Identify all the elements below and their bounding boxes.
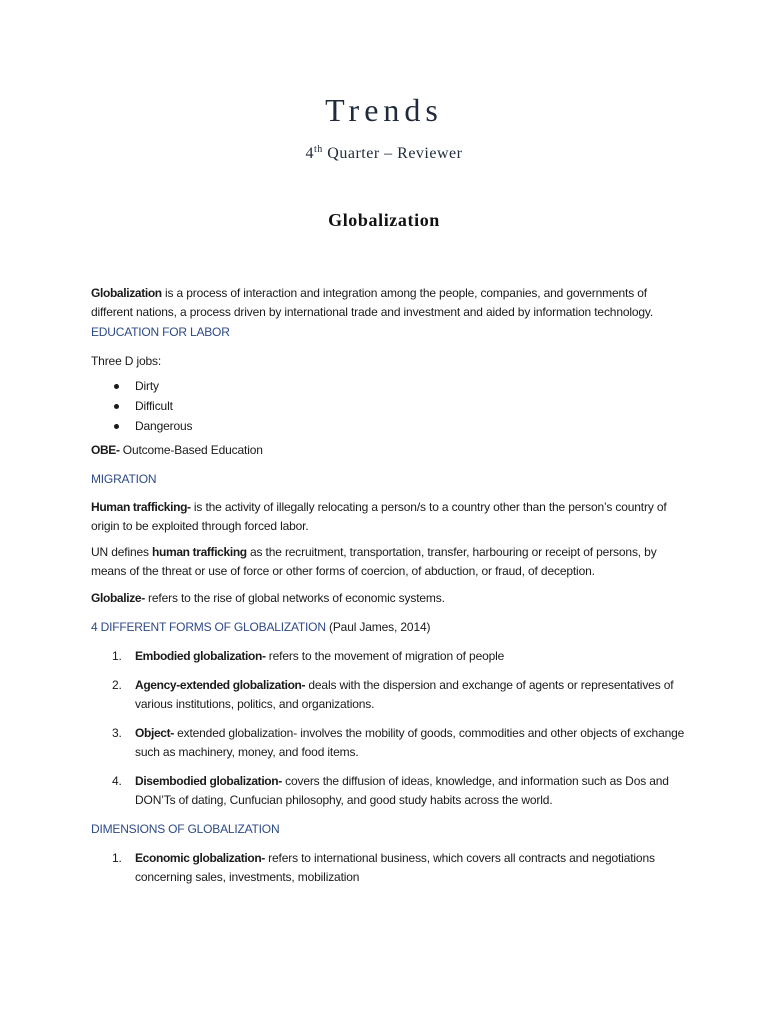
list-item (91, 647, 691, 676)
section-title: Globalization (328, 210, 440, 230)
list-number: 3. (112, 726, 122, 740)
globalize-term: Globalize- (91, 591, 145, 605)
document-body (91, 284, 691, 889)
list-item (91, 849, 691, 889)
item-text: refers to the movement of migration of people (265, 649, 505, 663)
list-number: 2. (112, 678, 122, 692)
human-trafficking-term: Human trafficking- (91, 500, 191, 514)
human-trafficking-text: is the activity of illegally relocating a person/s to a country other than the person’s country of origin to be exploited through forced labor. (91, 500, 667, 533)
forms-heading-text: 4 DIFFERENT FORMS OF GLOBALIZATION (91, 620, 326, 634)
list-number: 4. (112, 774, 122, 788)
subtitle-number: 4 (305, 145, 315, 162)
un-text: as the recruitment, transportation, transfer, harbouring or receipt of persons, by means of the threat or use of force or other forms of coercion, of abduction, or fraud, of deception. (91, 545, 657, 578)
human-trafficking-paragraph (91, 498, 691, 543)
list-item (91, 724, 691, 772)
item-term: Disembodied globalization- (135, 774, 282, 788)
migration-heading: MIGRATION (91, 472, 157, 486)
globalize-text: refers to the rise of global networks of economic systems. (144, 591, 445, 605)
three-d-label: Three D jobs: (91, 354, 162, 368)
forms-citation: (Paul James, 2014) (325, 620, 431, 634)
globalize-line (91, 589, 691, 618)
list-item-text: Difficult (135, 399, 173, 413)
list-item-text: Dangerous (135, 419, 193, 433)
intro-term: Globalization (91, 286, 162, 300)
list-item-text: Dirty (135, 379, 159, 393)
item-term: Object- (135, 726, 174, 740)
obe-line (91, 441, 691, 470)
list-number: 1. (112, 649, 122, 663)
item-text: deals with the dispersion and exchange of agents or representatives of various institutions, politics, and organizations. (135, 678, 674, 711)
list-item (91, 772, 691, 820)
list-number: 1. (112, 851, 122, 865)
item-term: Embodied globalization- (135, 649, 266, 663)
education-heading: EDUCATION FOR LABOR (91, 325, 230, 339)
list-item (91, 376, 691, 396)
list-item (91, 676, 691, 724)
un-prefix: UN defines (91, 545, 153, 559)
un-definition-paragraph (91, 543, 691, 589)
subtitle-superscript: th (314, 144, 323, 155)
page-subtitle (0, 144, 768, 163)
page-title: Trends (325, 92, 443, 128)
intro-paragraph (91, 284, 691, 323)
forms-list (91, 647, 691, 820)
three-d-list (91, 376, 691, 441)
subtitle-text: Quarter – Reviewer (322, 145, 463, 162)
item-term: Agency-extended globalization- (135, 678, 306, 692)
bullet-icon (114, 404, 119, 409)
dimensions-list (91, 849, 691, 889)
intro-text: is a process of interaction and integration among the people, companies, and governments of different nations, a process driven by international trade and investment and aided by information technology. (91, 286, 654, 319)
un-term: human trafficking (152, 545, 247, 559)
list-item (91, 396, 691, 416)
item-text: refers to international business, which covers all contracts and negotiations concerning sales, investments, mobilization (135, 851, 655, 884)
bullet-icon (114, 424, 119, 429)
list-item (91, 416, 691, 436)
obe-term: OBE- (91, 443, 120, 457)
item-text: extended globalization- involves the mobility of goods, commodities and other objects of exchange such as machinery, money, and food items. (135, 726, 685, 759)
dimensions-heading: DIMENSIONS OF GLOBALIZATION (91, 822, 280, 836)
item-text: covers the diffusion of ideas, knowledge, and information such as Dos and DON’Ts of dating, Cunfucian philosophy, and good study habits across the world. (135, 774, 669, 807)
bullet-icon (114, 384, 119, 389)
forms-heading (91, 618, 691, 647)
item-term: Economic globalization- (135, 851, 265, 865)
obe-text: Outcome-Based Education (119, 443, 263, 457)
